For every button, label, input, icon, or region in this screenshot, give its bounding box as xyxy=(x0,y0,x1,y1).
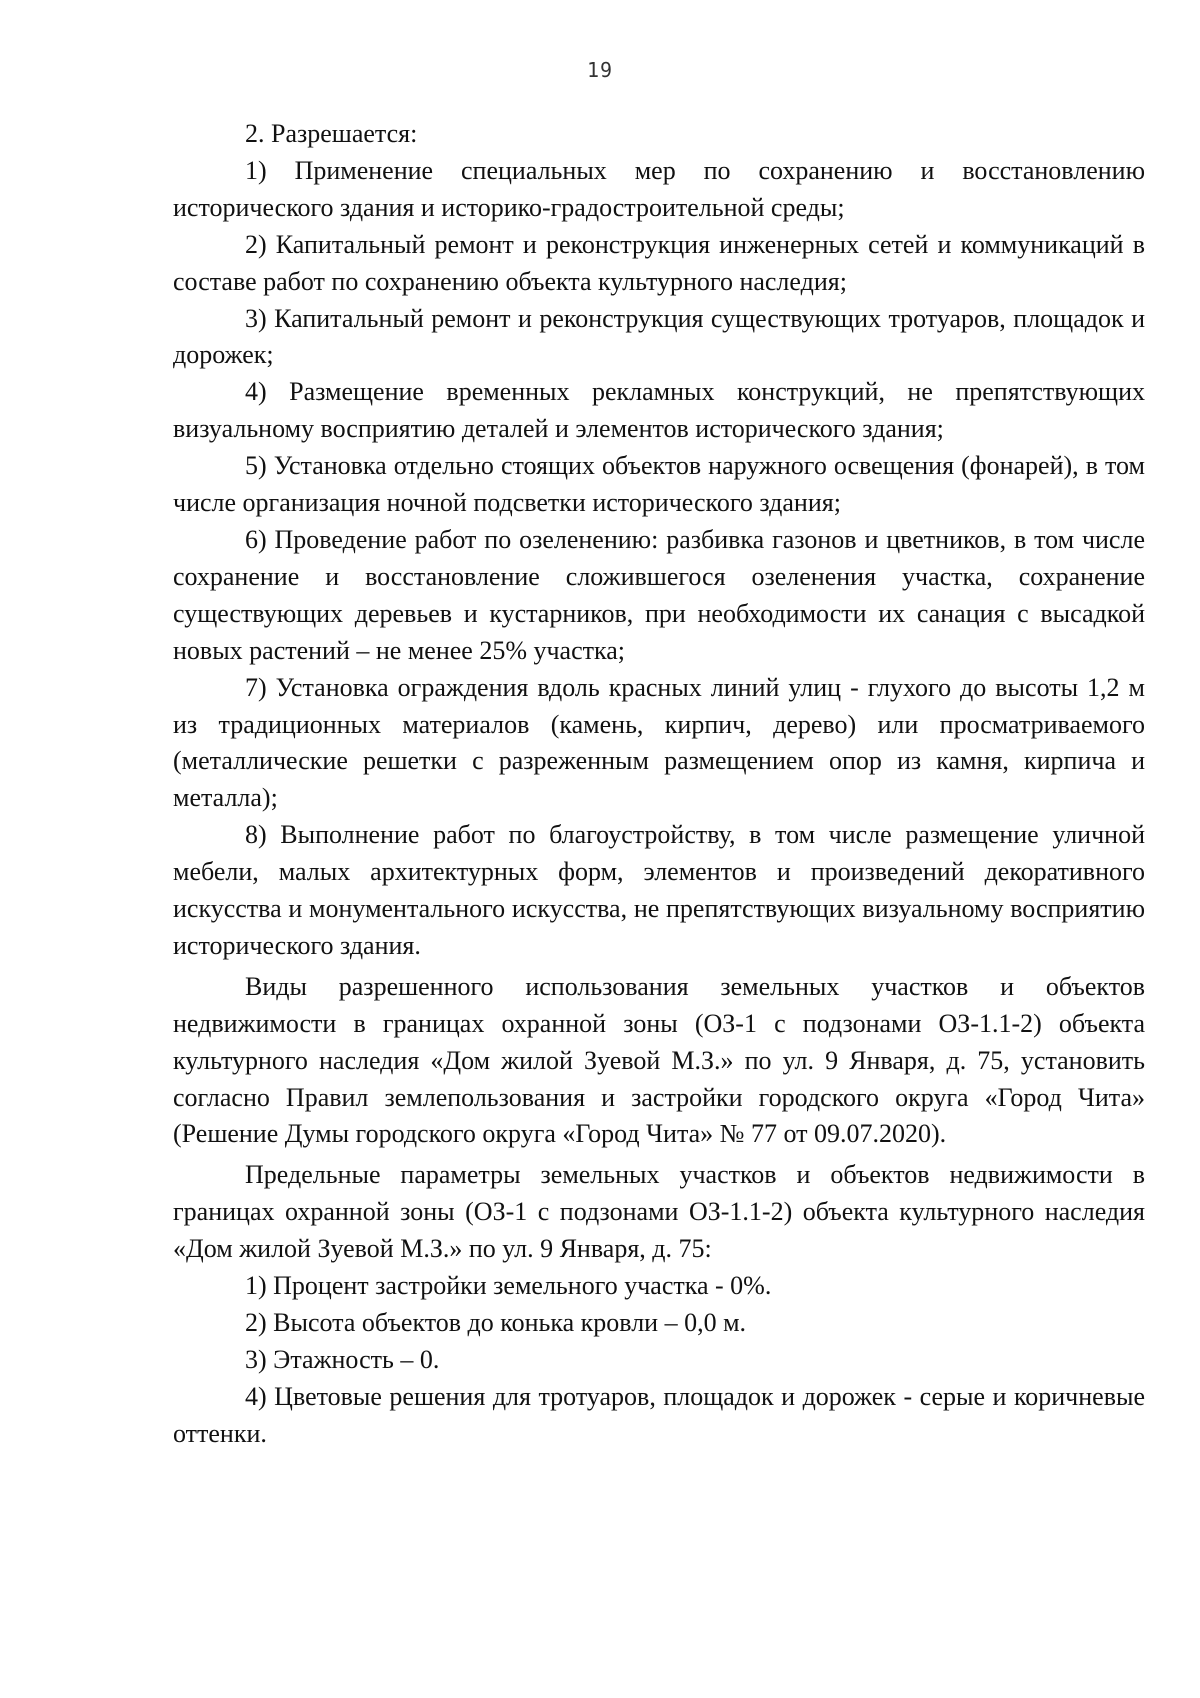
paragraph-param-1: 1) Процент застройки земельного участка - 0%. xyxy=(245,1271,772,1301)
paragraph-limit-parameters: Предельные параметры земельных участков и объектов недвижимости в границах охранной зоны (ОЗ-1 с подзонами ОЗ-1.1-2) объекта культурного наследия «Дом жилой Зуевой М.З.» по ул. 9 Января, д. 75: xyxy=(173,1160,1145,1264)
paragraph-item-5: 5) Установка отдельно стоящих объектов наружного освещения (фонарей), в том числе организация ночной подсветки исторического здания; xyxy=(173,451,1145,518)
page-number: 19 xyxy=(586,58,614,82)
document-body xyxy=(173,116,1145,1453)
paragraph-item-4: 4) Размещение временных рекламных конструкций, не препятствующих визуальному восприятию деталей и элементов исторического здания; xyxy=(173,377,1145,444)
paragraph-item-6: 6) Проведение работ по озеленению: разбивка газонов и цветников, в том числе сохранение и восстановление сложившегося озеленения участка, сохранение существующих деревьев и кустарников, при необходимости их санация с высадкой новых растений – не менее 25% участка; xyxy=(173,524,1145,665)
paragraph-permitted-heading: 2. Разрешается: xyxy=(245,119,418,148)
paragraph-item-1: 1) Применение специальных мер по сохранению и восстановлению исторического здания и историко-градостроительной среды; xyxy=(173,155,1145,222)
paragraph-param-2: 2) Высота объектов до конька кровли – 0,0 м. xyxy=(245,1308,747,1337)
paragraph-land-use-types: Виды разрешенного использования земельных участков и объектов недвижимости в границах охранной зоны (ОЗ-1 с подзонами ОЗ-1.1-2) объекта культурного наследия «Дом жилой Зуевой М.З.» по ул. 9 Января, д. 75, установить согласно Правил землепользования и застройки городского округа «Город Чита» (Решение Думы городского округа «Город Чита» № 77 от 09.07.2020). xyxy=(173,971,1145,1149)
paragraph-param-4: 4) Цветовые решения для тротуаров, площадок и дорожек - серые и коричневые оттенки. xyxy=(173,1381,1145,1448)
paragraph-item-3: 3) Капитальный ремонт и реконструкция существующих тротуаров, площадок и дорожек; xyxy=(173,303,1145,370)
paragraph-param-3: 3) Этажность – 0. xyxy=(245,1344,440,1374)
paragraph-item-2: 2) Капитальный ремонт и реконструкция инженерных сетей и коммуникаций в составе работ по сохранению объекта культурного наследия; xyxy=(173,229,1145,296)
paragraph-item-8: 8) Выполнение работ по благоустройству, в том числе размещение уличной мебели, малых архитектурных форм, элементов и произведений декоративного искусства и монументального искусства, не препятствующих визуальному восприятию исторического здания. xyxy=(173,820,1145,960)
paragraph-item-7: 7) Установка ограждения вдоль красных линий улиц - глухого до высоты 1,2 м из традиционных материалов (камень, кирпич, дерево) или просматриваемого (металлические решетки с разреженным размещением опор из камня, кирпича и металла); xyxy=(173,672,1145,813)
